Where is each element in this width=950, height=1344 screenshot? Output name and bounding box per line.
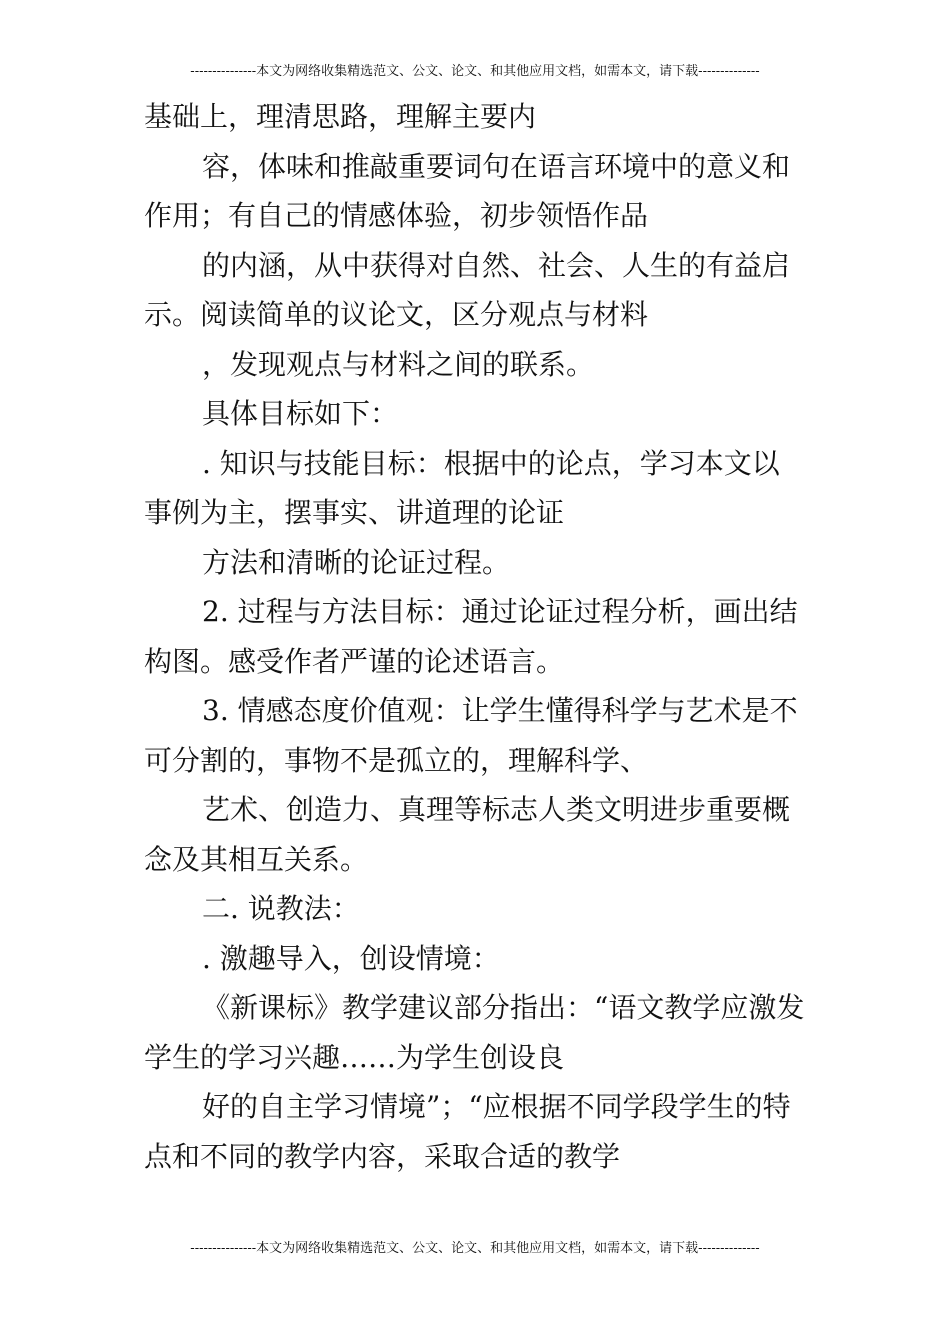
text-line: . 激趣导入，创设情境： bbox=[202, 941, 500, 975]
text-line: 具体目标如下： bbox=[202, 397, 399, 430]
text-line: 《新课标》教学建议部分指出：“语文教学应激发 bbox=[202, 991, 805, 1024]
text-line: 作用；有自己的情感体验，初步领悟作品 bbox=[144, 199, 649, 232]
page-footer: ---------------本文为网络收集精选范文、公文、论文、和其他应用文档，如需本文，请下载-------------- bbox=[190, 1241, 760, 1256]
text-line: 构图。感受作者严谨的论述语言。 bbox=[144, 644, 565, 678]
text-line: 基础上，理清思路，理解主要内 bbox=[144, 100, 537, 133]
text-line: 念及其相互关系。 bbox=[144, 842, 369, 876]
text-line: 艺术、创造力、真理等标志人类文明进步重要概 bbox=[202, 793, 791, 826]
page-header: ---------------本文为网络收集精选范文、公文、论文、和其他应用文档，如需本文，请下载-------------- bbox=[190, 64, 760, 79]
document-body bbox=[144, 92, 824, 1181]
text-line: 学生的学习兴趣……为学生创设良 bbox=[144, 1040, 565, 1074]
text-line: 3. 情感态度价值观：让学生懂得科学与艺术是不 bbox=[202, 694, 798, 727]
text-line: 示。阅读简单的议论文，区分观点与材料 bbox=[144, 298, 649, 331]
text-line: 2. 过程与方法目标：通过论证过程分析，画出结 bbox=[202, 595, 798, 628]
text-line: 好的自主学习情境”；“应根据不同学段学生的特 bbox=[202, 1090, 791, 1123]
text-line: 容，体味和推敲重要词句在语言环境中的意义和 bbox=[202, 149, 791, 183]
text-line: 二. 说教法： bbox=[202, 892, 360, 925]
text-line: 点和不同的教学内容，采取合适的教学 bbox=[144, 1139, 621, 1173]
text-line: 可分割的，事物不是孤立的，理解科学、 bbox=[144, 743, 649, 777]
text-line: 事例为主，摆事实、讲道理的论证 bbox=[144, 496, 565, 529]
text-line: 的内涵，从中获得对自然、社会、人生的有益启 bbox=[202, 248, 791, 282]
text-line: . 知识与技能目标：根据中的论点，学习本文以 bbox=[202, 446, 780, 480]
text-line: ，发现观点与材料之间的联系。 bbox=[202, 347, 595, 381]
text-line: 方法和清晰的论证过程。 bbox=[202, 545, 511, 579]
